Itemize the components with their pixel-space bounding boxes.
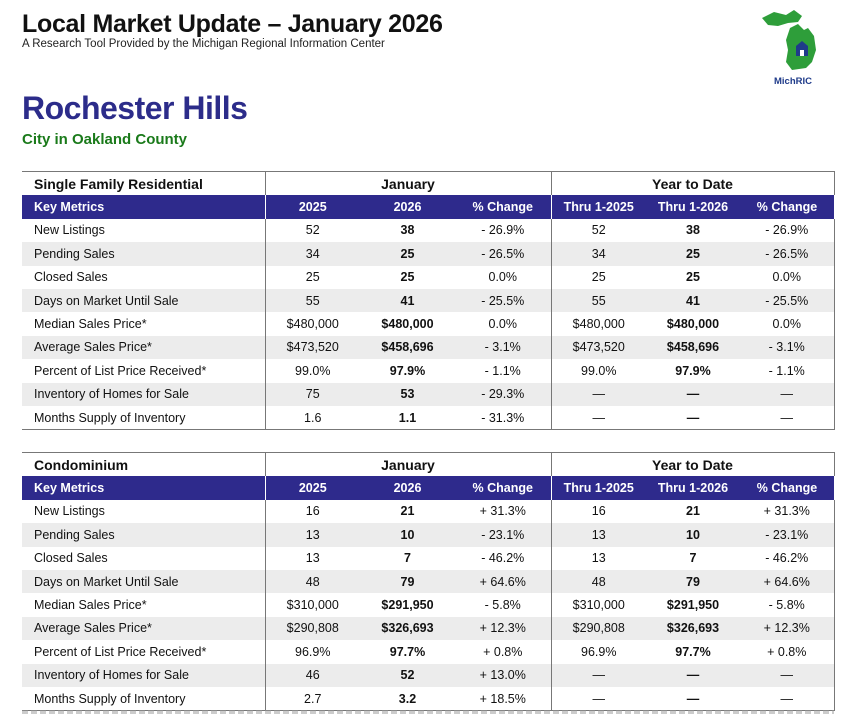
pct-change-month: + 0.8% [483,644,523,659]
col-header-pct-change: % Change [455,195,551,218]
value-2026: 53 [360,383,455,406]
table-row [22,547,834,570]
value-thru-2025: $310,000 [551,593,646,616]
col-header-pct-change: % Change [455,476,551,499]
pct-change-ytd: - 23.1% [740,523,834,546]
pct-change-ytd: - 26.5% [740,242,834,265]
metric-name: Percent of List Price Received* [34,644,207,659]
pct-change-ytd: 0.0% [740,266,834,289]
table-row [22,500,834,523]
metric-name: Median Sales Price* [34,598,147,613]
value-2026: 97.9% [389,363,426,378]
metric-name: Pending Sales [22,523,265,546]
pct-change-month: - 46.2% [481,551,525,566]
pct-change-ytd: - 25.5% [740,289,834,312]
city-name: Rochester Hills [22,90,248,126]
value-thru-2026: 97.9% [675,363,711,378]
metric-name: Months Supply of Inventory [22,406,265,430]
value-thru-2025: 99.0% [551,359,646,382]
value-2026: 3.2 [360,687,455,711]
metric-name: Inventory of Homes for Sale [22,664,265,687]
value-thru-2025: — [551,687,646,711]
pct-change-ytd: — [740,664,834,687]
column-header-row [22,195,834,218]
table-row [22,617,834,640]
metric-name: Closed Sales [34,551,108,566]
pct-change-month: + 13.0% [455,664,551,687]
metric-name: New Listings [34,504,105,519]
table-row [22,383,834,406]
table-row [22,312,834,335]
table-row [22,242,834,265]
pct-change-month: - 26.5% [455,242,551,265]
value-thru-2025: 96.9% [551,640,646,663]
value-thru-2025: 34 [551,242,646,265]
value-2026: 79 [360,570,455,593]
value-thru-2026: 10 [646,523,740,546]
value-thru-2025: 55 [551,289,646,312]
pct-change-month: + 64.6% [455,570,551,593]
pct-change-month: - 29.3% [455,383,551,406]
col-header-thru-2025: Thru 1-2025 [551,476,646,499]
pct-change-ytd: + 64.6% [740,570,834,593]
value-thru-2025: 16 [551,500,646,523]
value-thru-2026: — [646,383,740,406]
pct-change-ytd: - 46.2% [740,547,834,570]
table-row [22,219,834,242]
value-2026: 10 [360,523,455,546]
value-2025: 2.7 [265,687,360,711]
table-row [22,336,834,359]
value-2026: $480,000 [381,317,434,332]
value-2025: $473,520 [265,336,360,359]
value-thru-2026: 25 [686,270,700,285]
metric-name: Closed Sales [34,270,108,285]
value-thru-2025: — [551,406,646,430]
pct-change-ytd: — [740,687,834,711]
pct-change-month: - 1.1% [484,363,521,378]
pct-change-month: - 23.1% [455,523,551,546]
value-2025: $480,000 [265,312,360,335]
col-header-2026: 2026 [360,476,455,499]
col-header-ytd-pct-change: % Change [740,195,834,218]
value-2025: 34 [265,242,360,265]
pct-change-month: 0.0% [488,270,517,285]
value-2026: 21 [400,504,415,519]
value-thru-2025: 52 [551,219,646,242]
footnote-text-fragment [22,710,834,714]
value-2025: 25 [265,266,360,289]
value-thru-2026: $326,693 [646,617,740,640]
col-header-2025: 2025 [265,195,360,218]
pct-change-ytd: — [740,383,834,406]
table-row [22,687,834,711]
value-2025: $310,000 [265,593,360,616]
single-family-table [22,171,835,430]
value-2026: 25 [360,242,455,265]
value-thru-2026: 7 [689,551,697,566]
value-2026: $291,950 [381,598,434,613]
group-header-ytd: Year to Date [551,172,834,196]
pct-change-month: + 18.5% [455,687,551,711]
value-thru-2025: — [551,383,646,406]
column-header-row [22,476,834,499]
value-2025: 52 [265,219,360,242]
value-2026: 25 [400,270,415,285]
pct-change-month: - 5.8% [484,598,521,613]
value-2025: $290,808 [265,617,360,640]
pct-change-month: - 25.5% [455,289,551,312]
section-title: Condominium [22,453,265,477]
col-header-thru-2025: Thru 1-2025 [551,195,646,218]
table-row [22,640,834,663]
value-thru-2026: 38 [686,223,700,238]
metric-name: New Listings [34,223,105,238]
col-header-thru-2026: Thru 1-2026 [646,195,740,218]
value-thru-2025: $473,520 [551,336,646,359]
pct-change-ytd: - 5.8% [740,593,834,616]
value-thru-2025: 48 [551,570,646,593]
group-header-ytd: Year to Date [551,453,834,477]
county-label: City in Oakland County [22,131,188,148]
col-header-key-metrics: Key Metrics [22,195,265,218]
value-2025: 96.9% [265,640,360,663]
pct-change-ytd: + 12.3% [740,617,834,640]
value-thru-2025: 13 [551,547,646,570]
value-2026: 7 [404,551,411,566]
value-thru-2025: 25 [551,266,646,289]
group-header-january: January [265,453,551,477]
value-2025: 75 [265,383,360,406]
value-2025: 55 [265,289,360,312]
metric-name: Median Sales Price* [34,317,147,332]
col-header-2025: 2025 [265,476,360,499]
value-2026: 97.7% [389,644,426,659]
value-thru-2026: $480,000 [666,317,720,332]
section-title: Single Family Residential [22,172,265,196]
value-2025: 99.0% [265,359,360,382]
table-row [22,523,834,546]
value-2025: 13 [265,547,360,570]
value-2026: 1.1 [360,406,455,430]
value-thru-2026: — [646,687,740,711]
table-row [22,266,834,289]
value-thru-2025: $480,000 [551,312,646,335]
table-row [22,359,834,382]
metric-name: Average Sales Price* [22,617,265,640]
value-2025: 46 [265,664,360,687]
pct-change-ytd: - 26.9% [740,219,834,242]
table-row [22,570,834,593]
pct-change-month: - 31.3% [455,406,551,430]
col-header-ytd-pct-change: % Change [740,476,834,499]
value-thru-2026: $458,696 [646,336,740,359]
michric-logo [752,6,836,88]
pct-change-month: + 31.3% [479,504,526,519]
value-thru-2025: $290,808 [551,617,646,640]
michigan-map-icon [752,6,836,88]
value-thru-2026: 25 [646,242,740,265]
value-2026: $458,696 [360,336,455,359]
value-2025: 16 [265,500,360,523]
metric-name: Average Sales Price* [22,336,265,359]
value-2026: 52 [360,664,455,687]
pct-change-month: 0.0% [488,317,517,332]
pct-change-ytd: — [740,406,834,430]
value-thru-2026: 79 [646,570,740,593]
section-header-row [22,453,834,477]
pct-change-month: - 3.1% [455,336,551,359]
value-thru-2026: 97.7% [675,644,711,659]
pct-change-ytd: - 3.1% [740,336,834,359]
value-thru-2026: 41 [646,289,740,312]
metric-name: Days on Market Until Sale [22,570,265,593]
section-header-row [22,172,834,196]
metric-name: Days on Market Until Sale [22,289,265,312]
col-header-key-metrics: Key Metrics [22,476,265,499]
col-header-2026: 2026 [360,195,455,218]
table-row [22,406,834,430]
pct-change-ytd: 0.0% [740,312,834,335]
value-2025: 1.6 [265,406,360,430]
value-thru-2025: — [551,664,646,687]
table-row [22,664,834,687]
value-thru-2026: 21 [686,504,700,519]
metric-name: Inventory of Homes for Sale [22,383,265,406]
pct-change-month: - 26.9% [481,223,525,238]
metric-name: Pending Sales [22,242,265,265]
page-subtitle: A Research Tool Provided by the Michigan Regional Information Center [22,38,385,50]
table-row [22,593,834,616]
col-header-thru-2026: Thru 1-2026 [646,476,740,499]
value-thru-2026: — [646,406,740,430]
value-2025: 13 [265,523,360,546]
pct-change-ytd: + 31.3% [740,500,834,523]
value-2026: 38 [400,223,415,238]
pct-change-month: + 12.3% [455,617,551,640]
table-row [22,289,834,312]
value-2026: 41 [360,289,455,312]
value-thru-2025: 13 [551,523,646,546]
value-thru-2026: $291,950 [666,598,720,613]
value-2025: 48 [265,570,360,593]
condominium-table [22,452,835,711]
value-thru-2026: — [646,664,740,687]
metric-name: Months Supply of Inventory [22,687,265,711]
group-header-january: January [265,172,551,196]
value-2026: $326,693 [360,617,455,640]
logo-wordmark: MichRIC [774,76,812,87]
page-title: Local Market Update – January 2026 [22,10,443,38]
metric-name: Percent of List Price Received* [34,363,207,378]
pct-change-ytd: - 1.1% [740,359,834,382]
pct-change-ytd: + 0.8% [740,640,834,663]
